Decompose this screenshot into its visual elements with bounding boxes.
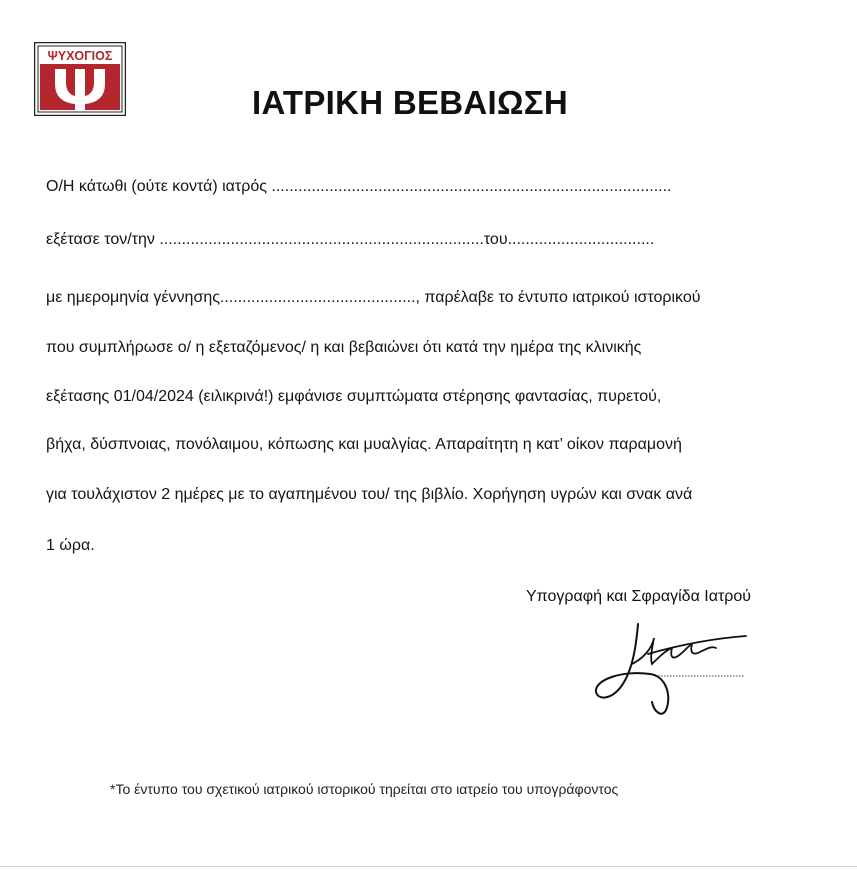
- page-bottom-divider: [0, 866, 857, 867]
- body-line-3: εξέτασης 01/04/2024 (ειλικρινά!) εμφάνισε συμπτώματα στέρησης φαντασίας, πυρετού,: [46, 388, 662, 405]
- examined-person-line: εξέτασε τον/την .........................................................................του.................................: [46, 231, 655, 248]
- doctor-name-line: Ο/Η κάτωθι (ούτε κοντά) ιατρός ..........................................................................................: [46, 178, 672, 195]
- body-line-2: που συμπλήρωσε ο/ η εξεταζόμενος/ η και βεβαιώνει ότι κατά την ημέρα της κλινικής: [46, 339, 642, 356]
- body-line-6: 1 ώρα.: [46, 537, 95, 554]
- publisher-logo: [34, 42, 126, 116]
- svg-text:ΨΥΧΟΓΙΟΣ: ΨΥΧΟΓΙΟΣ: [47, 49, 113, 63]
- body-line-5: για τουλάχιστον 2 ημέρες με το αγαπημένου του/ της βιβλίο. Χορήγηση υγρών και σνακ ανά: [46, 486, 693, 503]
- handwritten-signature: [592, 618, 752, 722]
- document-title: ΙΑΤΡΙΚΗ ΒΕΒΑΙΩΣΗ: [252, 84, 568, 121]
- body-line-4: βήχα, δύσπνοιας, πονόλαιμου, κόπωσης και μυαλγίας. Απαραίτητη η κατ’ οίκον παραμονή: [46, 436, 682, 453]
- body-line-1: με ημερομηνία γέννησης............................................, παρέλαβε το έντυπο ιατρικού ιστορικού: [46, 289, 701, 306]
- footnote: *Το έντυπο του σχετικού ιατρικού ιστορικού τηρείται στο ιατρείο του υπογράφοντος: [110, 781, 619, 797]
- signature-caption: Υπογραφή και Σφραγίδα Ιατρού: [526, 588, 752, 605]
